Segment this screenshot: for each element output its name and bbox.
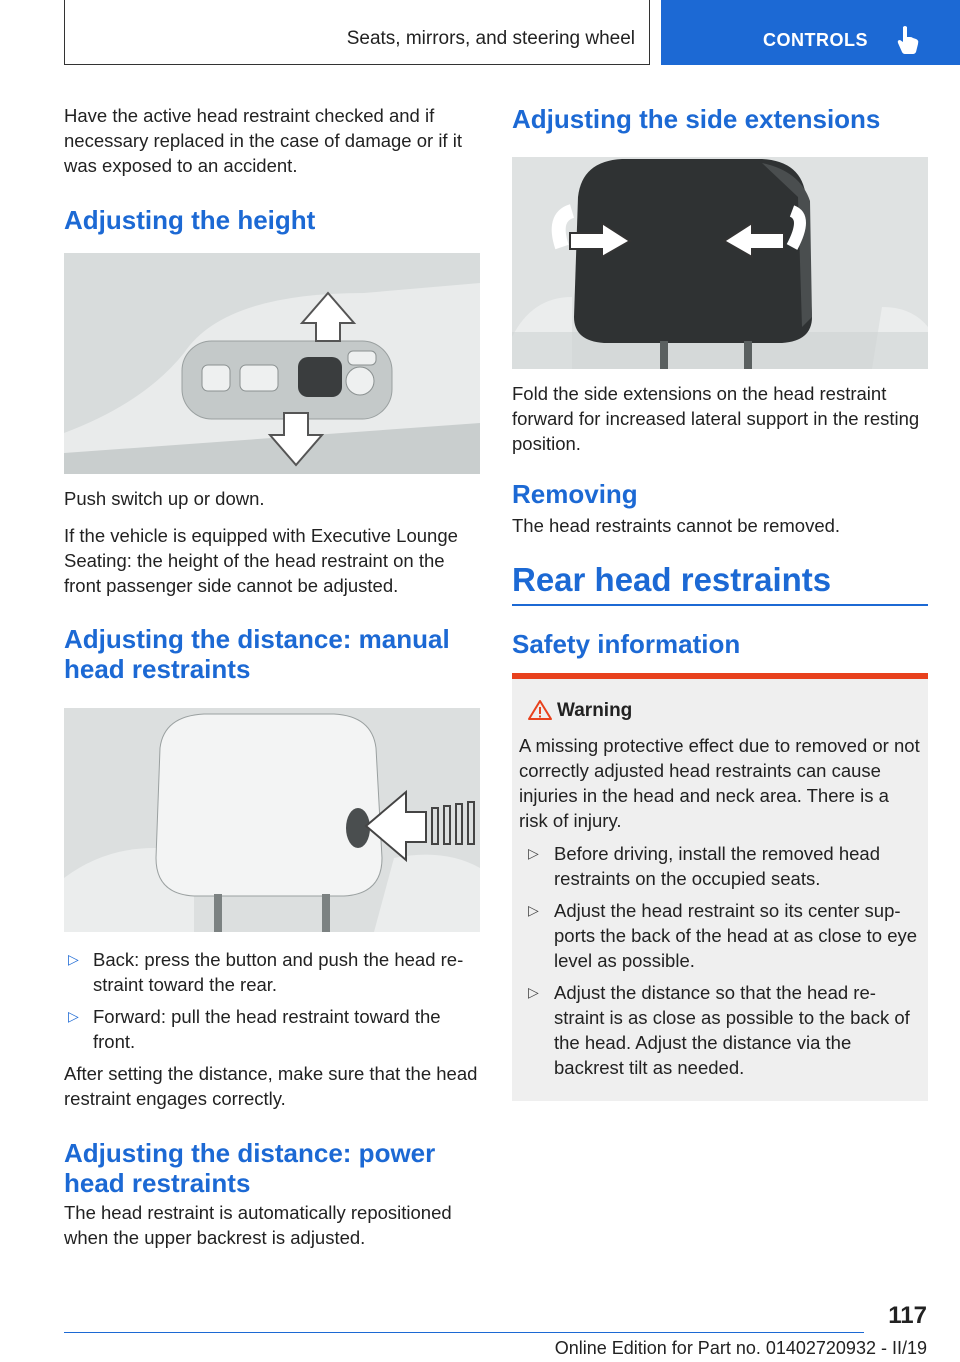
warning-text: A missing protective effect due to removed or not correctly adjusted head restraints can cause injuries in the head and neck area. There is a risk of injury. (519, 735, 920, 831)
power-paragraph: The head restraint is automatically repositioned when the upper backrest is adjusted. (64, 1202, 452, 1248)
section-rule (512, 604, 928, 606)
list-item: ▷ Adjust the distance so that the head restraint is as close as possible to the back of the head. Adjust the distance via the backrest tilt as needed. (528, 982, 910, 1078)
header-section-title: Seats, mirrors, and steering wheel (346, 28, 635, 49)
heading-safety-information: Safety information (512, 629, 741, 659)
header-chapter-box (661, 0, 960, 65)
left-column (64, 100, 480, 1250)
warning-title: Warning (557, 700, 633, 721)
seat-switch-illustration (64, 253, 480, 474)
heading-removing: Removing (512, 479, 638, 509)
removing-paragraph: The head restraints cannot be removed. (512, 515, 841, 536)
warning-box (512, 673, 928, 1101)
side-extensions-illustration (512, 157, 928, 369)
footer-rule (64, 1332, 864, 1333)
intro-paragraph: Have the active head restraint checked and if necessary replaced in the case of damage or if it was exposed to an accident. (64, 105, 462, 176)
heading-side-extensions: Adjusting the side extensions (512, 104, 881, 134)
manual-head-restraint-illustration (64, 708, 480, 932)
list-item: ▷ Before driving, install the removed head restraints on the occupied seats. (528, 843, 880, 889)
warning-list (519, 841, 920, 1080)
executive-lounge-paragraph: If the vehicle is equipped with Executive Lounge Seating: the height of the head restraint on the front passenger side cannot be adjusted. (64, 525, 458, 596)
page-number: 117 (888, 1302, 927, 1329)
heading-power-distance: Adjusting the distance: power head restraints (64, 1138, 436, 1198)
list-item: ▷ Adjust the head restraint so its center supports the back of the head at as close to eye level as possible. (528, 900, 918, 971)
fold-extensions-paragraph: Fold the side extensions on the head restraint forward for increased lateral support in the resting position. (512, 383, 920, 454)
heading-adjusting-height: Adjusting the height (64, 205, 316, 235)
warning-header (519, 699, 920, 725)
list-item: ▷ Back: press the button and push the head restraint toward the rear. (68, 949, 464, 995)
list-triangle-icon: ▷ (528, 845, 539, 861)
list-triangle-icon: ▷ (528, 984, 539, 1000)
after-setting-paragraph: After setting the distance, make sure that the head restraint engages correctly. (64, 1063, 478, 1109)
right-column (512, 100, 928, 1101)
header-chapter-title: CONTROLS (763, 30, 868, 50)
list-triangle-icon: ▷ (528, 902, 539, 918)
pointing-hand-icon (896, 25, 920, 55)
list-item: ▷ Forward: pull the head restraint toward the front. (68, 1006, 441, 1052)
list-triangle-icon: ▷ (68, 951, 79, 967)
footer-edition: Online Edition for Part no. 01402720932 - II/19 (554, 1338, 927, 1358)
push-switch-paragraph: Push switch up or down. (64, 488, 265, 509)
list-triangle-icon: ▷ (68, 1008, 79, 1024)
header-section-box (64, 0, 650, 65)
heading-manual-distance: Adjusting the distance: manual head restraints (64, 624, 450, 684)
manual-distance-list (64, 947, 480, 1054)
heading-rear-head-restraints: Rear head restraints (512, 561, 832, 598)
warning-triangle-icon (527, 699, 553, 721)
